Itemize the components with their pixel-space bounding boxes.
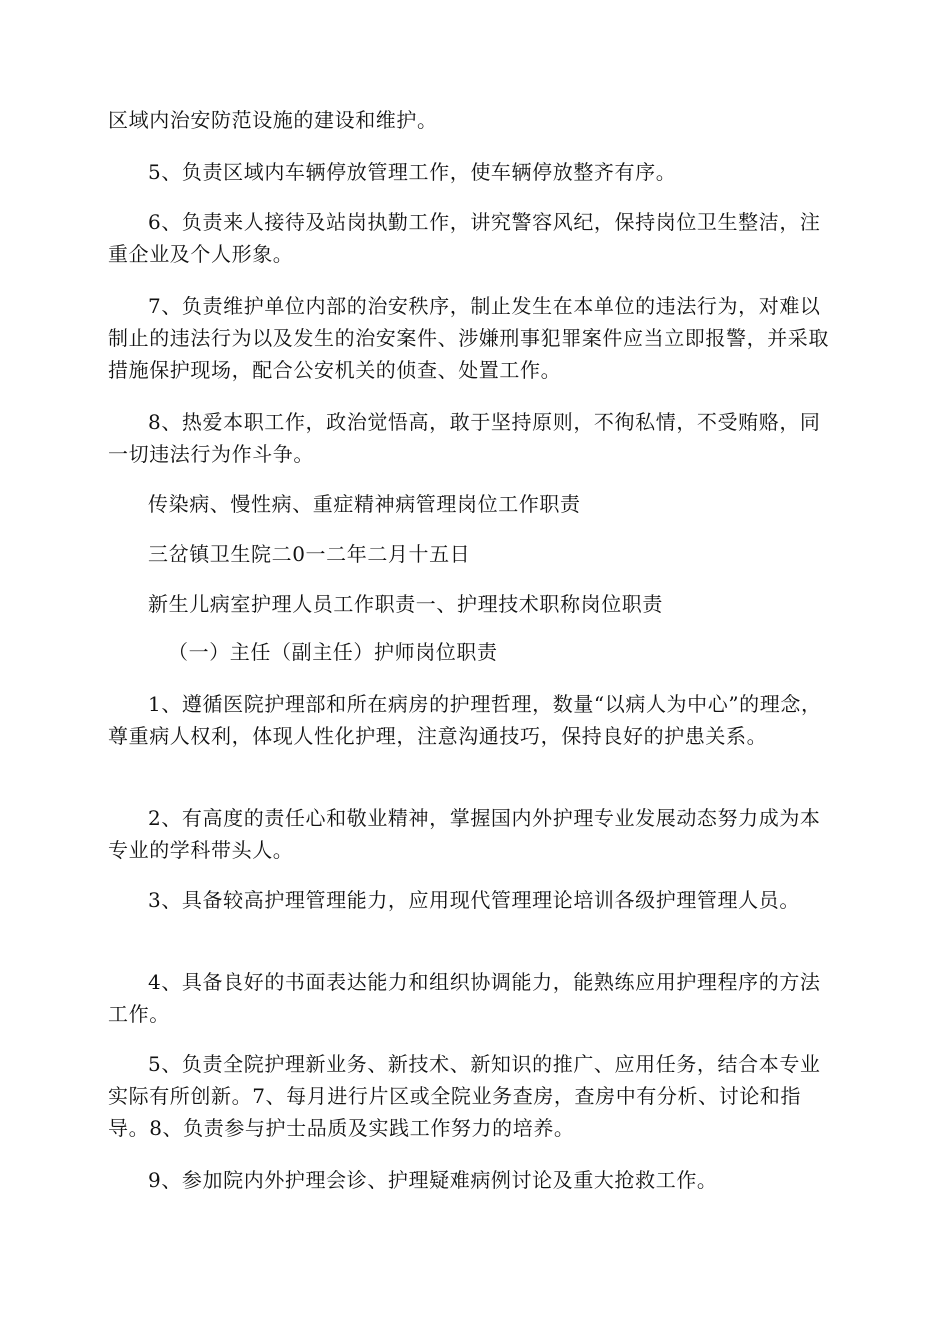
paragraph-item-5: 5、负责区域内车辆停放管理工作，使车辆停放整齐有序。 [148,160,677,184]
section-title-neonatal-nursing: 新生儿病室护理人员工作职责一、护理技术职称岗位职责 [148,592,663,616]
subsection-title-chief-nurse: （一）主任（副主任）护师岗位职责 [168,640,498,664]
paragraph-continuation: 区域内治安防范设施的建设和维护。 [108,108,438,132]
paragraph-item-8: 8、热爱本职工作，政治觉悟高，敢于坚持原则，不徇私情，不受贿赂，同一切违法行为作斗争。 [108,410,821,466]
paragraph-item-7: 7、负责维护单位内部的治安秩序，制止发生在本单位的违法行为，对难以制止的违法行为以及发生的治安案件、涉嫌刑事犯罪案件应当立即报警，并采取措施保护现场，配合公安机关的侦查、处置工作。 [108,294,829,382]
duty-item-2: 2、有高度的责任心和敬业精神，掌握国内外护理专业发展动态努力成为本专业的学科带头人。 [108,806,821,862]
duty-item-4: 4、具备良好的书面表达能力和组织协调能力，能熟练应用护理程序的方法工作。 [108,970,821,1026]
duty-item-5-7-8: 5、负责全院护理新业务、新技术、新知识的推广、应用任务，结合本专业实际有所创新。7、每月进行片区或全院业务查房，查房中有分析、讨论和指导。8、负责参与护士品质及实践工作努力的培养。 [108,1052,821,1140]
duty-item-1: 1、遵循医院护理部和所在病房的护理哲理，数量“以病人为中心”的理念，尊重病人权利，体现人性化护理，注意沟通技巧，保持良好的护患关系。 [108,692,822,748]
paragraph-item-6: 6、负责来人接待及站岗执勤工作，讲究警容风纪，保持岗位卫生整洁，注重企业及个人形象。 [108,210,821,266]
section-title-disease-management: 传染病、慢性病、重症精神病管理岗位工作职责 [148,492,581,516]
duty-item-9: 9、参加院内外护理会诊、护理疑难病例讨论及重大抢救工作。 [148,1168,718,1192]
duty-item-3: 3、具备较高护理管理能力，应用现代管理理论培训各级护理管理人员。 [148,888,800,912]
signature-date-line: 三岔镇卫生院二0一二年二月十五日 [148,542,471,566]
